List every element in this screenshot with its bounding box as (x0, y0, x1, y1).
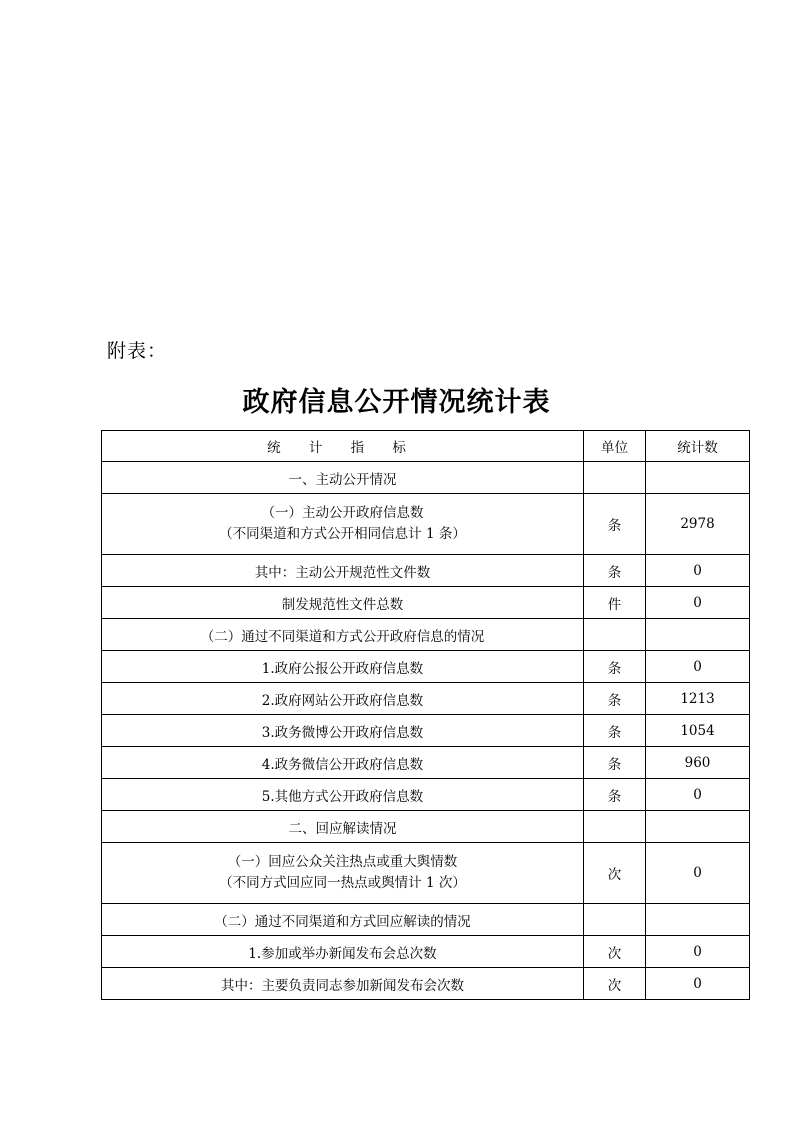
row-indicator: （二）通过不同渠道和方式回应解读的情况 (102, 904, 584, 936)
row-unit: 条 (584, 779, 646, 811)
row-value (646, 619, 750, 651)
row-unit: 条 (584, 747, 646, 779)
row-value: 960 (646, 747, 750, 779)
row-unit: 条 (584, 555, 646, 587)
row-value: 0 (646, 843, 750, 904)
row-unit: 件 (584, 587, 646, 619)
row-value: 0 (646, 651, 750, 683)
header-value: 统计数 (646, 431, 750, 462)
row-unit: 条 (584, 683, 646, 715)
row-indicator: 2.政府网站公开政府信息数 (102, 683, 584, 715)
table-row (102, 462, 750, 494)
table-header-row (102, 431, 750, 462)
row-unit (584, 462, 646, 494)
statistics-table (101, 430, 750, 1000)
row-unit: 次 (584, 968, 646, 1000)
table-row (102, 747, 750, 779)
row-value: 0 (646, 587, 750, 619)
row-indicator: 一、主动公开情况 (102, 462, 584, 494)
row-unit: 条 (584, 715, 646, 747)
table-row (102, 619, 750, 651)
row-indicator (102, 494, 584, 555)
row-unit: 条 (584, 494, 646, 555)
row-unit (584, 811, 646, 843)
table-row (102, 715, 750, 747)
row-indicator: 1.参加或举办新闻发布会总次数 (102, 936, 584, 968)
row-value: 0 (646, 779, 750, 811)
row-indicator-note: （不同方式回应同一热点或舆情计 1 次） (219, 875, 466, 891)
table-row (102, 968, 750, 1000)
table-row (102, 843, 750, 904)
row-value (646, 811, 750, 843)
row-unit (584, 619, 646, 651)
row-value: 1054 (646, 715, 750, 747)
row-unit: 次 (584, 936, 646, 968)
table-row (102, 811, 750, 843)
appendix-label: 附表： (107, 340, 168, 362)
table-row (102, 555, 750, 587)
row-indicator: 3.政务微博公开政府信息数 (102, 715, 584, 747)
row-indicator: （二）通过不同渠道和方式公开政府信息的情况 (102, 619, 584, 651)
page-title: 政府信息公开情况统计表 (242, 387, 551, 418)
row-value: 2978 (646, 494, 750, 555)
row-value (646, 462, 750, 494)
row-indicator: 4.政务微信公开政府信息数 (102, 747, 584, 779)
table-row (102, 494, 750, 555)
table-row (102, 779, 750, 811)
header-unit: 单位 (584, 431, 646, 462)
table-row (102, 904, 750, 936)
row-unit: 条 (584, 651, 646, 683)
row-indicator: 1.政府公报公开政府信息数 (102, 651, 584, 683)
row-indicator-main: （一）回应公众关注热点或重大舆情数 (227, 854, 458, 870)
row-indicator: 5.其他方式公开政府信息数 (102, 779, 584, 811)
row-value: 0 (646, 936, 750, 968)
table-row (102, 651, 750, 683)
row-value: 0 (646, 968, 750, 1000)
row-value (646, 904, 750, 936)
row-indicator: 制发规范性文件总数 (102, 587, 584, 619)
row-value: 0 (646, 555, 750, 587)
table-row (102, 587, 750, 619)
row-indicator-main: （一）主动公开政府信息数 (261, 505, 424, 521)
row-indicator: 其中：主动公开规范性文件数 (102, 555, 584, 587)
row-indicator (102, 843, 584, 904)
table-row (102, 683, 750, 715)
table-row (102, 936, 750, 968)
row-unit (584, 904, 646, 936)
row-indicator-note: （不同渠道和方式公开相同信息计 1 条） (219, 526, 466, 542)
row-indicator: 其中：主要负责同志参加新闻发布会次数 (102, 968, 584, 1000)
row-unit: 次 (584, 843, 646, 904)
row-value: 1213 (646, 683, 750, 715)
row-indicator: 二、回应解读情况 (102, 811, 584, 843)
header-indicator: 统 计 指 标 (102, 431, 584, 462)
